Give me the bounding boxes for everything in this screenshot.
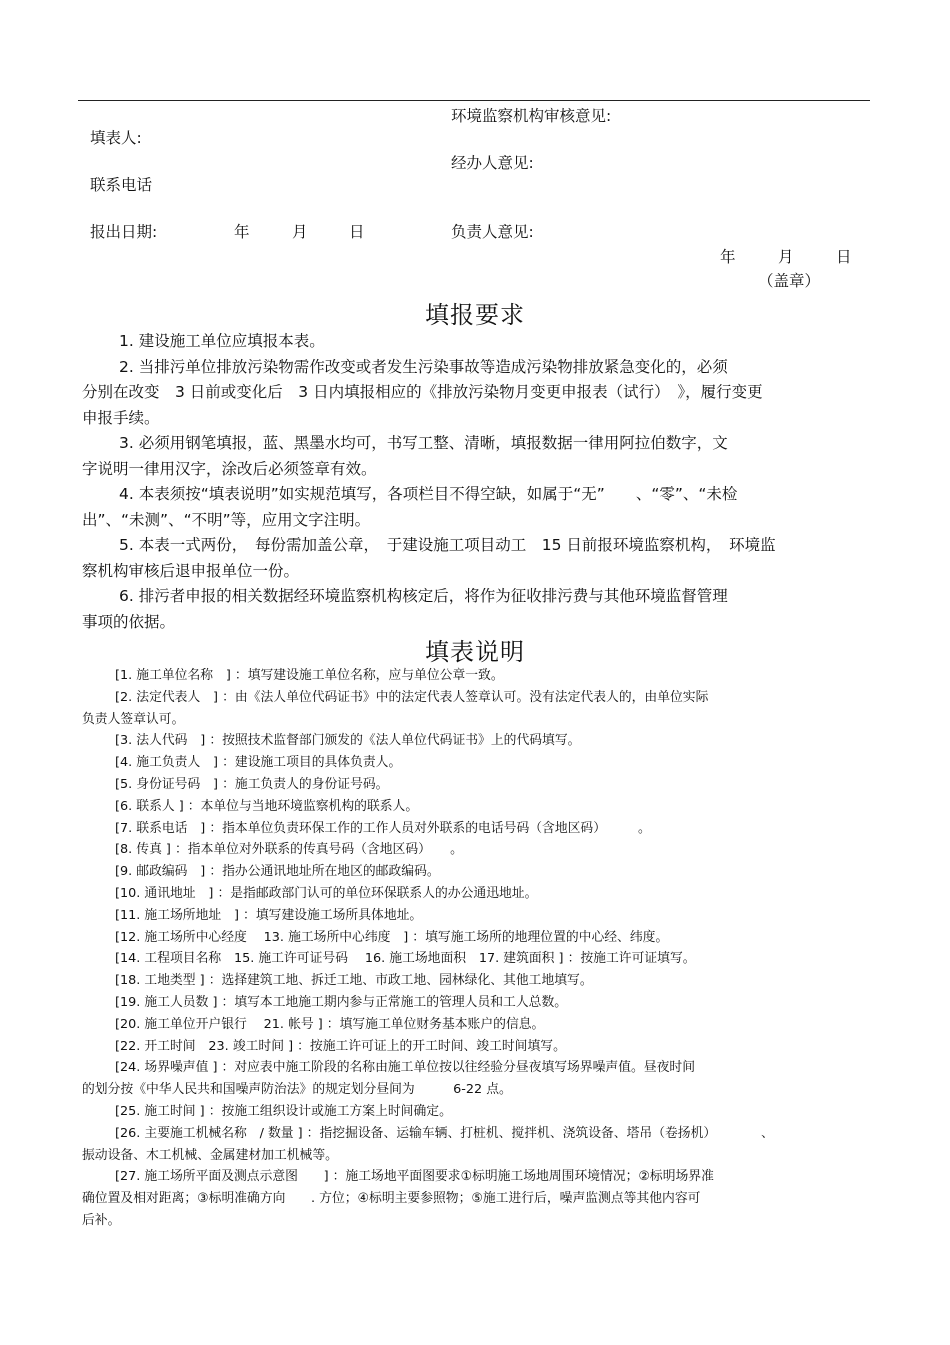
explanation-line: [9. 邮政编码 ] ：指办公通讯地址所在地区的邮政编码。 bbox=[115, 864, 440, 880]
explanation-line: 的划分按《中华人民共和国噪声防治法》的规定划分昼间为 6-22 点。 bbox=[82, 1082, 512, 1098]
report-date-label: 报出日期: bbox=[90, 223, 158, 241]
report-date-month: 月 bbox=[292, 223, 308, 241]
requirement-line: 察机构审核后退申报单位一份。 bbox=[82, 561, 300, 580]
explanation-line: [25. 施工时间 ] ：按施工组织设计或施工方案上时间确定。 bbox=[115, 1103, 452, 1119]
requirement-line: 5. 本表一式两份， 每份需加盖公章， 于建设施工项目动工 15 日前报环境监察机构， 环境监 bbox=[119, 536, 776, 554]
explanation-line: [19. 施工人员数 ] ：填写本工地施工期内参与正常施工的管理人员和工人总数。 bbox=[115, 994, 568, 1010]
explanation-line: [7. 联系电话 ] ：指本单位负责环保工作的工作人员对外联系的电话号码（含地区码） 。 bbox=[115, 820, 651, 836]
requirements-title: 填报要求 bbox=[425, 301, 525, 329]
explanation-line: [8. 传真 ] ：指本单位对外联系的传真号码（含地区码） 。 bbox=[115, 842, 463, 858]
explanation-line: [10. 通讯地址 ] ：是指邮政部门认可的单位环保联系人的办公通迅地址。 bbox=[115, 885, 538, 901]
requirement-line: 申报手续。 bbox=[82, 408, 160, 427]
explanation-line: [2. 法定代表人 ] ：由《法人单位代码证书》中的法定代表人签章认可。没有法定代表人的，由单位实际 bbox=[115, 689, 709, 705]
explanation-line: [14. 工程项目名称 15. 施工许可证号码 16. 施工场地面积 17. 建筑面积 ] ：按施工许可证填写。 bbox=[115, 951, 696, 967]
sign-date-day: 日 bbox=[836, 248, 852, 266]
requirement-line: 1. 建设施工单位应填报本表。 bbox=[119, 332, 325, 350]
explanation-line: [22. 开工时间 23. 竣工时间 ] ：按施工许可证上的开工时间、竣工时间填写。 bbox=[115, 1038, 566, 1054]
explanation-list bbox=[82, 665, 872, 1232]
seal-label: （盖章） bbox=[758, 272, 821, 290]
explanation-line: [6. 联系人 ] ：本单位与当地环境监察机构的联系人。 bbox=[115, 798, 419, 814]
top-divider-line bbox=[78, 100, 870, 101]
env-review-label: 环境监察机构审核意见: bbox=[451, 107, 612, 125]
explanation-line: 后补。 bbox=[82, 1212, 121, 1228]
sign-date-month: 月 bbox=[778, 248, 794, 266]
report-date-year: 年 bbox=[234, 223, 250, 241]
head-opinion-label: 负责人意见: bbox=[451, 223, 534, 241]
requirement-line: 3. 必须用钢笔填报，蓝、黑墨水均可，书写工整、清晰，填报数据一律用阿拉伯数字，文 bbox=[119, 434, 728, 452]
filler-label: 填表人: bbox=[90, 129, 142, 147]
requirement-line: 4. 本表须按“填表说明”如实规范填写，各项栏目不得空缺，如属于“无” 、“零”、“未检 bbox=[119, 485, 738, 503]
explanation-line: [24. 场界噪声值 ] ：对应表中施工阶段的名称由施工单位按以往经验分昼夜填写场界噪声值。昼夜时间 bbox=[115, 1060, 696, 1076]
explanation-line: [18. 工地类型 ] ：选择建筑工地、拆迁工地、市政工地、园林绿化、其他工地填写。 bbox=[115, 973, 593, 989]
explanation-title: 填表说明 bbox=[425, 638, 525, 666]
report-date-day: 日 bbox=[349, 223, 365, 241]
handler-opinion-label: 经办人意见: bbox=[451, 154, 534, 172]
explanation-line: 负责人签章认可。 bbox=[82, 711, 185, 727]
explanation-line: [12. 施工场所中心经度 13. 施工场所中心纬度 ] ：填写施工场所的地理位置的中心经、纬度。 bbox=[115, 929, 669, 945]
explanation-line: [11. 施工场所地址 ] ：填写建设施工场所具体地址。 bbox=[115, 907, 423, 923]
explanation-line: [3. 法人代码 ] ：按照技术监督部门颁发的《法人单位代码证书》上的代码填写。 bbox=[115, 733, 581, 749]
requirement-line: 6. 排污者申报的相关数据经环境监察机构核定后，将作为征收排污费与其他环境监督管理 bbox=[119, 587, 728, 605]
requirement-line: 分别在改变 3 日前或变化后 3 日内填报相应的《排放污染物月变更申报表（试行） 》，履行变更 bbox=[82, 383, 763, 401]
explanation-line: [27. 施工场所平面及测点示意图 ] ：施工场地平面图要求①标明施工场地周围环境情况；②标明场界准 bbox=[115, 1169, 714, 1185]
explanation-line: [1. 施工单位名称 ] ：填写建设施工单位名称，应与单位公章一致。 bbox=[115, 668, 504, 683]
sign-date-year: 年 bbox=[720, 248, 736, 266]
requirement-line: 出”、“未测”、“不明”等，应用文字注明。 bbox=[82, 510, 371, 529]
explanation-line: [5. 身份证号码 ] ：施工负责人的身份证号码。 bbox=[115, 776, 389, 792]
requirements-list bbox=[82, 329, 872, 635]
explanation-line: 确位置及相对距离；③标明准确方向 . 方位；④标明主要参照物；⑤施工进行后，噪声监测点等其他内容可 bbox=[82, 1191, 701, 1207]
requirement-line: 事项的依据。 bbox=[82, 612, 176, 631]
contact-phone-label: 联系电话 bbox=[90, 176, 153, 194]
explanation-line: [4. 施工负责人 ] ：建设施工项目的具体负责人。 bbox=[115, 755, 402, 771]
requirement-line: 字说明一律用汉字，涂改后必须签章有效。 bbox=[82, 459, 377, 478]
requirement-line: 2. 当排污单位排放污染物需作改变或者发生污染事故等造成污染物排放紧急变化的，必须 bbox=[119, 357, 728, 376]
explanation-line: 振动设备、木工机械、金属建材加工机械等。 bbox=[82, 1147, 338, 1163]
explanation-line: [20. 施工单位开户银行 21. 帐号 ] ：填写施工单位财务基本账户的信息。 bbox=[115, 1016, 545, 1032]
explanation-line: [26. 主要施工机械名称 / 数量 ] ：指挖掘设备、运输车辆、打桩机、搅拌机、浇筑设备、塔吊（卷扬机） 、 bbox=[115, 1125, 774, 1141]
